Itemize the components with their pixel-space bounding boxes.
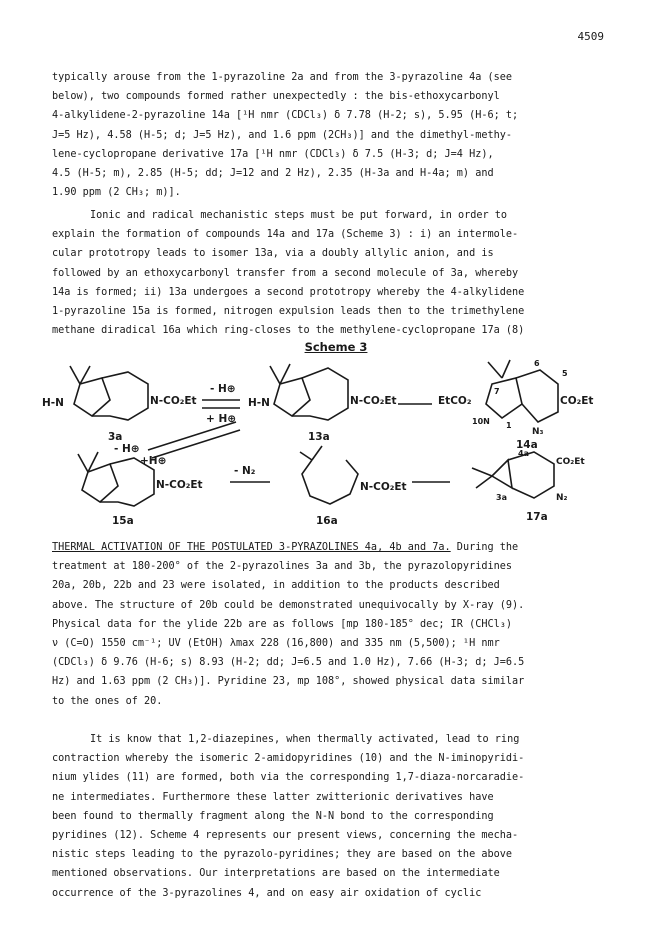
atom-number-1: 1	[506, 421, 512, 430]
text-line: It is know that 1,2-diazepines, when thermally activated, lead to ring	[90, 734, 520, 745]
text-line: to the ones of 20.	[52, 695, 163, 707]
scheme-title: Scheme 3	[304, 340, 368, 354]
text-line: typically arouse from the 1-pyrazoline 2a and from the 3-pyrazoline 4a (see	[52, 72, 513, 83]
plus-h-label-2: +H⊕	[140, 455, 167, 467]
text-line: 20a, 20b, 22b and 23 were isolated, in addition to the products described	[52, 580, 500, 592]
paragraph-1	[52, 68, 622, 202]
co2et-label-17a: CO₂Et	[556, 457, 585, 467]
paragraph-2	[52, 206, 622, 340]
compound-label-14a: 14a	[516, 439, 538, 451]
minus-n2-label: - N₂	[234, 465, 256, 477]
co2et-label-13a: N-CO₂Et	[350, 395, 397, 407]
text-line: occurrence of the 3-pyrazolines 4, and on easy air oxidation of cyclic	[52, 887, 482, 899]
text-line: below), two compounds formed rather unexpectedly : the bis-ethoxycarbonyl	[52, 91, 500, 103]
atom-number-7: 7	[494, 387, 500, 396]
section-heading: THERMAL ACTIVATION OF THE POSTULATED 3-PYRAZOLINES 4a, 4b and 7a.	[52, 542, 451, 553]
co2et-label-16a: N-CO₂Et	[360, 481, 407, 493]
structure-16a	[300, 446, 358, 504]
hn-label: H-N	[42, 397, 64, 409]
text-line: above. The structure of 20b could be demonstrated unequivocally by X-ray (9).	[52, 599, 525, 611]
compound-label-13a: 13a	[308, 431, 330, 443]
atom-number-5: 5	[562, 369, 568, 378]
text-line: (CDCl₃) δ 9.76 (H-6; s) 8.93 (H-2; dd; J=6.5 and 1.0 Hz), 7.66 (H-3; d; J=6.5	[52, 657, 525, 669]
minus-h-label: - H⊕	[210, 383, 236, 395]
text-line: contraction whereby the isomeric 2-amidopyridines (10) and the N-iminopyridi-	[52, 753, 525, 765]
text-line: J=5 Hz), 4.58 (H-5; d; J=5 Hz), and 1.6 ppm (2CH₃)] and the dimethyl-methy-	[52, 129, 513, 141]
text-line: nium ylides (11) are formed, both via the corresponding 1,7-diaza-norcaradie-	[52, 772, 525, 784]
text-line: ν (C=O) 1550 cm⁻¹; UV (EtOH) λmax 228 (16,800) and 335 nm (5,500); ¹H nmr	[52, 638, 500, 650]
text-line: explain the formation of compounds 14a and 17a (Scheme 3) : i) an intermole-	[52, 229, 519, 241]
text-line: 4-alkylidene-2-pyrazoline 14a [¹H nmr (CDCl₃) δ 7.78 (H-2; s), 5.95 (H-6; t;	[52, 110, 519, 122]
co2et-label: N-CO₂Et	[150, 395, 197, 407]
text-line: pyridines (12). Scheme 4 represents our present views, concerning the mecha-	[52, 830, 519, 842]
minus-h-label-2: - H⊕	[114, 443, 140, 455]
paragraph-4	[52, 730, 622, 903]
compound-label-16a: 16a	[316, 515, 338, 526]
atom-n10: 10N	[472, 417, 490, 426]
text-line: Ionic and radical mechanistic steps must be put forward, in order to	[90, 210, 508, 221]
text-line: 1-pyrazoline 15a is formed, nitrogen expulsion leads then to the trimethylene	[52, 306, 525, 318]
text-line: treatment at 180-200° of the 2-pyrazolines 3a and 3b, the pyrazolopyridines	[52, 561, 513, 573]
text-line: Physical data for the ylide 22b are as follows [mp 180-185° dec; IR (CHCl₃)	[52, 618, 513, 630]
atom-number-6: 6	[534, 359, 540, 368]
atom-number-4a: 4a	[518, 449, 529, 458]
text-line: methane diradical 16a which ring-closes to the methylene-cyclopropane 17a (8)	[52, 325, 525, 337]
text-line: been found to thermally fragment along the N-N bond to the corresponding	[52, 810, 494, 822]
text-line: nistic steps leading to the pyrazolo-pyridines; they are based on the above	[52, 849, 513, 861]
co2et-label-14a: CO₂Et	[560, 395, 594, 407]
compound-label-17a: 17a	[526, 511, 548, 523]
page-number: 4509	[577, 30, 604, 43]
text-line: mentioned observations. Our interpretations are based on the intermediate	[52, 868, 500, 880]
text-line: cular prototropy leads to isomer 13a, via a doubly allylic anion, and is	[52, 248, 494, 260]
reaction-scheme	[40, 356, 630, 526]
structure-13a	[270, 364, 348, 420]
etco2-label: EtCO₂	[438, 395, 472, 407]
text-line: lene-cyclopropane derivative 17a [¹H nmr (CDCl₃) δ 7.5 (H-3; d; J=4 Hz),	[52, 148, 494, 160]
text-line: 1.90 ppm (2 CH₃; m)].	[52, 187, 181, 199]
text-line: Hz) and 1.63 ppm (2 CH₃)]. Pyridine 23, mp 108°, showed physical data similar	[52, 676, 525, 688]
paragraph-3	[52, 538, 622, 711]
text-line: followed by an ethoxycarbonyl transfer from a second molecule of 3a, whereby	[52, 267, 519, 279]
compound-label-3a: 3a	[108, 431, 123, 443]
co2et-label-15a: N-CO₂Et	[156, 479, 203, 491]
atom-number-3a: 3a	[496, 493, 507, 502]
hn-label-13a: H-N	[248, 397, 270, 409]
compound-label-15a: 15a	[112, 515, 134, 526]
text-line: 4.5 (H-5; m), 2.85 (H-5; dd; J=12 and 2 Hz), 2.35 (H-3a and H-4a; m) and	[52, 168, 494, 180]
text-line: ne intermediates. Furthermore these latter zwitterionic derivatives have	[52, 791, 494, 803]
atom-n2: N₂	[556, 493, 568, 503]
plus-h-label: + H⊕	[206, 413, 237, 425]
structure-17a	[472, 452, 554, 498]
atom-n3: N₃	[532, 427, 544, 437]
text-fragment: During the	[450, 542, 519, 553]
text-line: 14a is formed; ii) 13a undergoes a second prototropy whereby the 4-alkylidene	[52, 286, 525, 298]
structure-3a	[70, 366, 148, 420]
